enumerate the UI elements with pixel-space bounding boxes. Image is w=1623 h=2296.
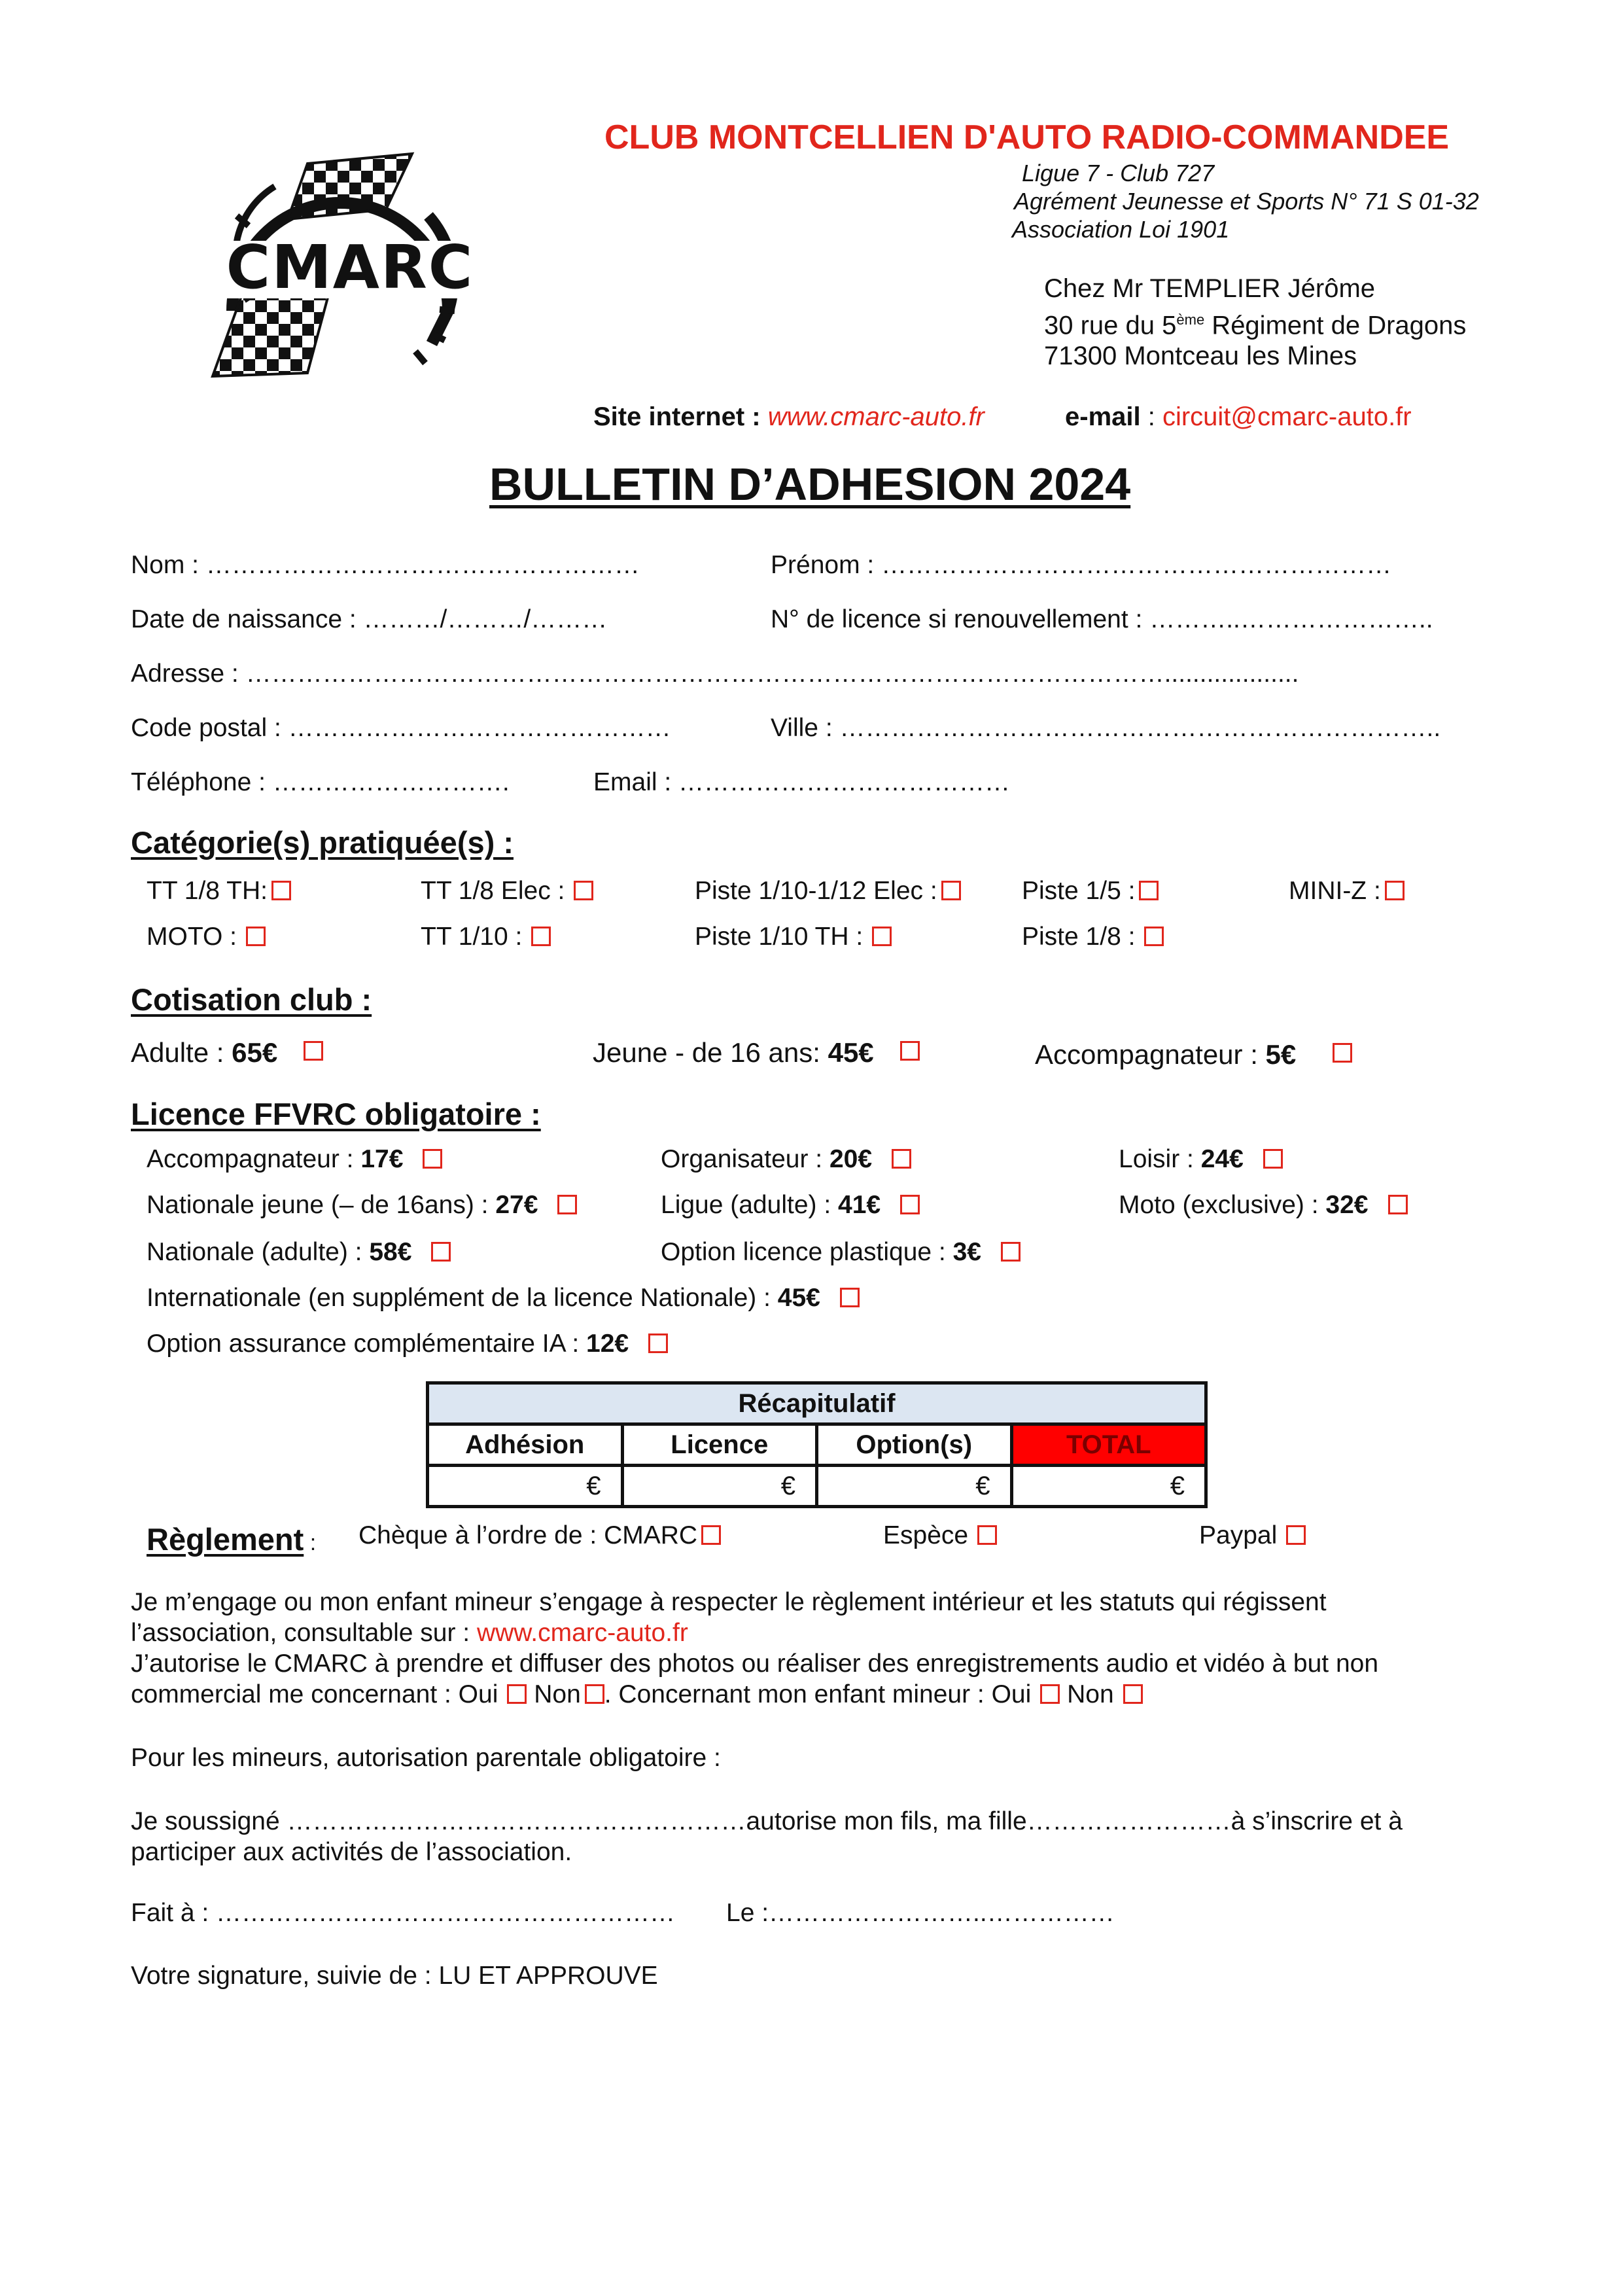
checkbox[interactable]: [900, 1041, 920, 1061]
consent-minor-oui-checkbox[interactable]: [1040, 1684, 1060, 1704]
club-name: CLUB MONTCELLIEN D'AUTO RADIO-COMMANDEE: [604, 118, 1450, 156]
field-adresse[interactable]: Adresse : ………………………………………………………………………………………………...................: [131, 660, 1299, 688]
field-code-postal[interactable]: Code postal : ………………………………………: [131, 714, 671, 742]
signature-instruction: Votre signature, suivie de : LU ET APPROUVE: [131, 1962, 658, 1990]
mineurs-authorisation[interactable]: Je soussigné ………………………………………………autorise mon fils, ma fille……………………à s’inscrire et à participer aux activités de l’association.: [131, 1807, 1403, 1866]
cotisation-adulte[interactable]: Adulte : 65€: [131, 1037, 323, 1069]
recap-header-row: [428, 1383, 1206, 1424]
licence-nationale-adulte[interactable]: Nationale (adulte) : 58€: [147, 1238, 451, 1267]
section-licence-title: Licence FFVRC obligatoire :: [131, 1097, 541, 1131]
category-moto[interactable]: MOTO :: [147, 923, 266, 951]
agrement-line: Agrément Jeunesse et Sports N° 71 S 01-32: [1014, 188, 1479, 215]
checkbox[interactable]: [872, 927, 892, 946]
checkbox[interactable]: [1286, 1525, 1306, 1545]
reglement-espece[interactable]: Espèce: [883, 1521, 997, 1550]
checkbox[interactable]: [1001, 1242, 1021, 1262]
licence-internationale[interactable]: Internationale (en supplément de la licence Nationale) : 45€: [147, 1284, 860, 1313]
contact-line: [593, 402, 985, 432]
licence-accompagnateur[interactable]: Accompagnateur : 17€: [147, 1145, 442, 1174]
cotisation-jeune[interactable]: Jeune - de 16 ans: 45€: [593, 1037, 920, 1069]
licence-organisateur[interactable]: Organisateur : 20€: [661, 1145, 911, 1174]
recap-table: [426, 1381, 1208, 1508]
recap-col-licence: Licence: [622, 1424, 817, 1466]
checkbox[interactable]: [1333, 1043, 1352, 1063]
address-line-3: 71300 Montceau les Mines: [1044, 342, 1357, 371]
address-line-2: 30 rue du 5ème Régiment de Dragons: [1044, 311, 1467, 340]
email-label: e-mail: [1065, 402, 1141, 431]
recap-values-row: [428, 1466, 1206, 1507]
recap-title: Récapitulatif: [428, 1383, 1206, 1424]
checkbox[interactable]: [531, 927, 551, 946]
category-piste15[interactable]: Piste 1/5 :: [1022, 877, 1159, 906]
recap-col-options: Option(s): [817, 1424, 1012, 1466]
address-line-1: Chez Mr TEMPLIER Jérôme: [1044, 274, 1376, 303]
consent-self-non-checkbox[interactable]: [585, 1684, 604, 1704]
checkbox[interactable]: [423, 1149, 442, 1169]
category-piste110-112elec[interactable]: Piste 1/10-1/12 Elec :: [695, 877, 961, 906]
checkbox[interactable]: [271, 881, 291, 900]
consent-self-oui-checkbox[interactable]: [507, 1684, 527, 1704]
ligue-line: Ligue 7 - Club 727: [1022, 160, 1215, 186]
mineurs-heading: Pour les mineurs, autorisation parentale obligatoire :: [131, 1744, 721, 1772]
field-licence-renouvellement[interactable]: N° de licence si renouvellement : ………..…………………..: [771, 605, 1433, 633]
site-link[interactable]: www.cmarc-auto.fr: [767, 402, 985, 431]
reglement-cheque[interactable]: Chèque à l’ordre de : CMARC: [358, 1521, 721, 1550]
checkbox[interactable]: [1263, 1149, 1283, 1169]
section-categories-title: Catégorie(s) pratiquée(s) :: [131, 825, 514, 860]
licence-option-assurance-ia[interactable]: Option assurance complémentaire IA : 12€: [147, 1330, 668, 1358]
recap-value-options[interactable]: €: [817, 1466, 1012, 1507]
checkbox[interactable]: [574, 881, 593, 900]
checkbox[interactable]: [941, 881, 961, 900]
reglement-paypal[interactable]: Paypal: [1199, 1521, 1306, 1550]
licence-nationale-jeune[interactable]: Nationale jeune (– de 16ans) : 27€: [147, 1191, 577, 1220]
checkbox[interactable]: [557, 1195, 577, 1214]
field-nom[interactable]: Nom : ……………………………………………: [131, 551, 640, 579]
logo-text: CMARC: [226, 232, 474, 302]
consent-minor-non-checkbox[interactable]: [1123, 1684, 1143, 1704]
section-cotisation-title: Cotisation club :: [131, 982, 372, 1017]
checkbox[interactable]: [977, 1525, 997, 1545]
reglement-link[interactable]: www.cmarc-auto.fr: [476, 1619, 688, 1647]
field-naissance[interactable]: Date de naissance : ………/………/………: [131, 605, 608, 633]
checkbox[interactable]: [840, 1288, 860, 1307]
recap-columns-row: [428, 1424, 1206, 1466]
checkbox[interactable]: [1385, 881, 1405, 900]
category-tt18th[interactable]: TT 1/8 TH:: [147, 877, 291, 906]
postal-address: [1044, 274, 1466, 372]
licence-moto-exclusive[interactable]: Moto (exclusive) : 32€: [1119, 1191, 1408, 1220]
checkbox[interactable]: [900, 1195, 920, 1214]
field-ville[interactable]: Ville : ……………………………………………………………..: [771, 714, 1441, 742]
logo-graphic: [196, 147, 504, 386]
checkbox[interactable]: [1144, 927, 1164, 946]
field-fait-a[interactable]: Fait à : ………………………………………………: [131, 1899, 676, 1927]
email-line: e-mail : circuit@cmarc-auto.fr: [1065, 402, 1412, 431]
page-title: BULLETIN D’ADHESION 2024: [489, 459, 1131, 510]
licence-ligue-adulte[interactable]: Ligue (adulte) : 41€: [661, 1191, 920, 1220]
checkbox[interactable]: [431, 1242, 451, 1262]
engagement-paragraph: Je m’engage ou mon enfant mineur s’engage à respecter le règlement intérieur et les statuts qui régissent l’association, consultable sur : www.cmarc-auto.fr J’autorise le CMARC à prendre et diffuser des photos ou réaliser des enregistrements audio et vidéo à but non commercial me concernant : Oui Non . Concernant mon enfant mineur : Oui Non: [131, 1588, 1379, 1708]
checkbox[interactable]: [701, 1525, 721, 1545]
field-le[interactable]: Le :……………………..……………: [726, 1899, 1115, 1927]
cotisation-accompagnateur[interactable]: Accompagnateur : 5€: [1035, 1039, 1352, 1070]
association-line: Association Loi 1901: [1012, 216, 1230, 243]
category-piste110th[interactable]: Piste 1/10 TH :: [695, 923, 892, 951]
checkbox[interactable]: [648, 1333, 668, 1353]
reglement-heading: Règlement :: [147, 1522, 317, 1557]
category-piste18[interactable]: Piste 1/8 :: [1022, 923, 1164, 951]
checkbox[interactable]: [1388, 1195, 1408, 1214]
field-prenom[interactable]: Prénom : ……………………………………………………: [771, 551, 1392, 579]
recap-value-licence[interactable]: €: [622, 1466, 817, 1507]
checkbox[interactable]: [246, 927, 266, 946]
category-tt18elec[interactable]: TT 1/8 Elec :: [421, 877, 593, 906]
recap-value-total[interactable]: €: [1011, 1466, 1206, 1507]
recap-value-adhesion[interactable]: €: [428, 1466, 623, 1507]
checkbox[interactable]: [304, 1041, 323, 1061]
club-logo: [196, 147, 504, 386]
email-link[interactable]: circuit@cmarc-auto.fr: [1162, 402, 1412, 431]
category-tt110[interactable]: TT 1/10 :: [421, 923, 551, 951]
licence-option-plastique[interactable]: Option licence plastique : 3€: [661, 1238, 1021, 1267]
field-telephone[interactable]: Téléphone : ……………………….: [131, 768, 510, 796]
licence-loisir[interactable]: Loisir : 24€: [1119, 1145, 1283, 1174]
photo-consent-line: commercial me concernant : Oui Non . Concernant mon enfant mineur : Oui Non: [131, 1679, 1378, 1710]
checkbox[interactable]: [892, 1149, 911, 1169]
site-label: Site internet :: [593, 402, 768, 431]
recap-col-total: TOTAL: [1011, 1424, 1206, 1466]
recap-col-adhesion: Adhésion: [428, 1424, 623, 1466]
field-email[interactable]: Email : …………………………………: [593, 768, 1011, 796]
category-miniz[interactable]: MINI-Z :: [1289, 877, 1405, 906]
checkbox[interactable]: [1139, 881, 1159, 900]
